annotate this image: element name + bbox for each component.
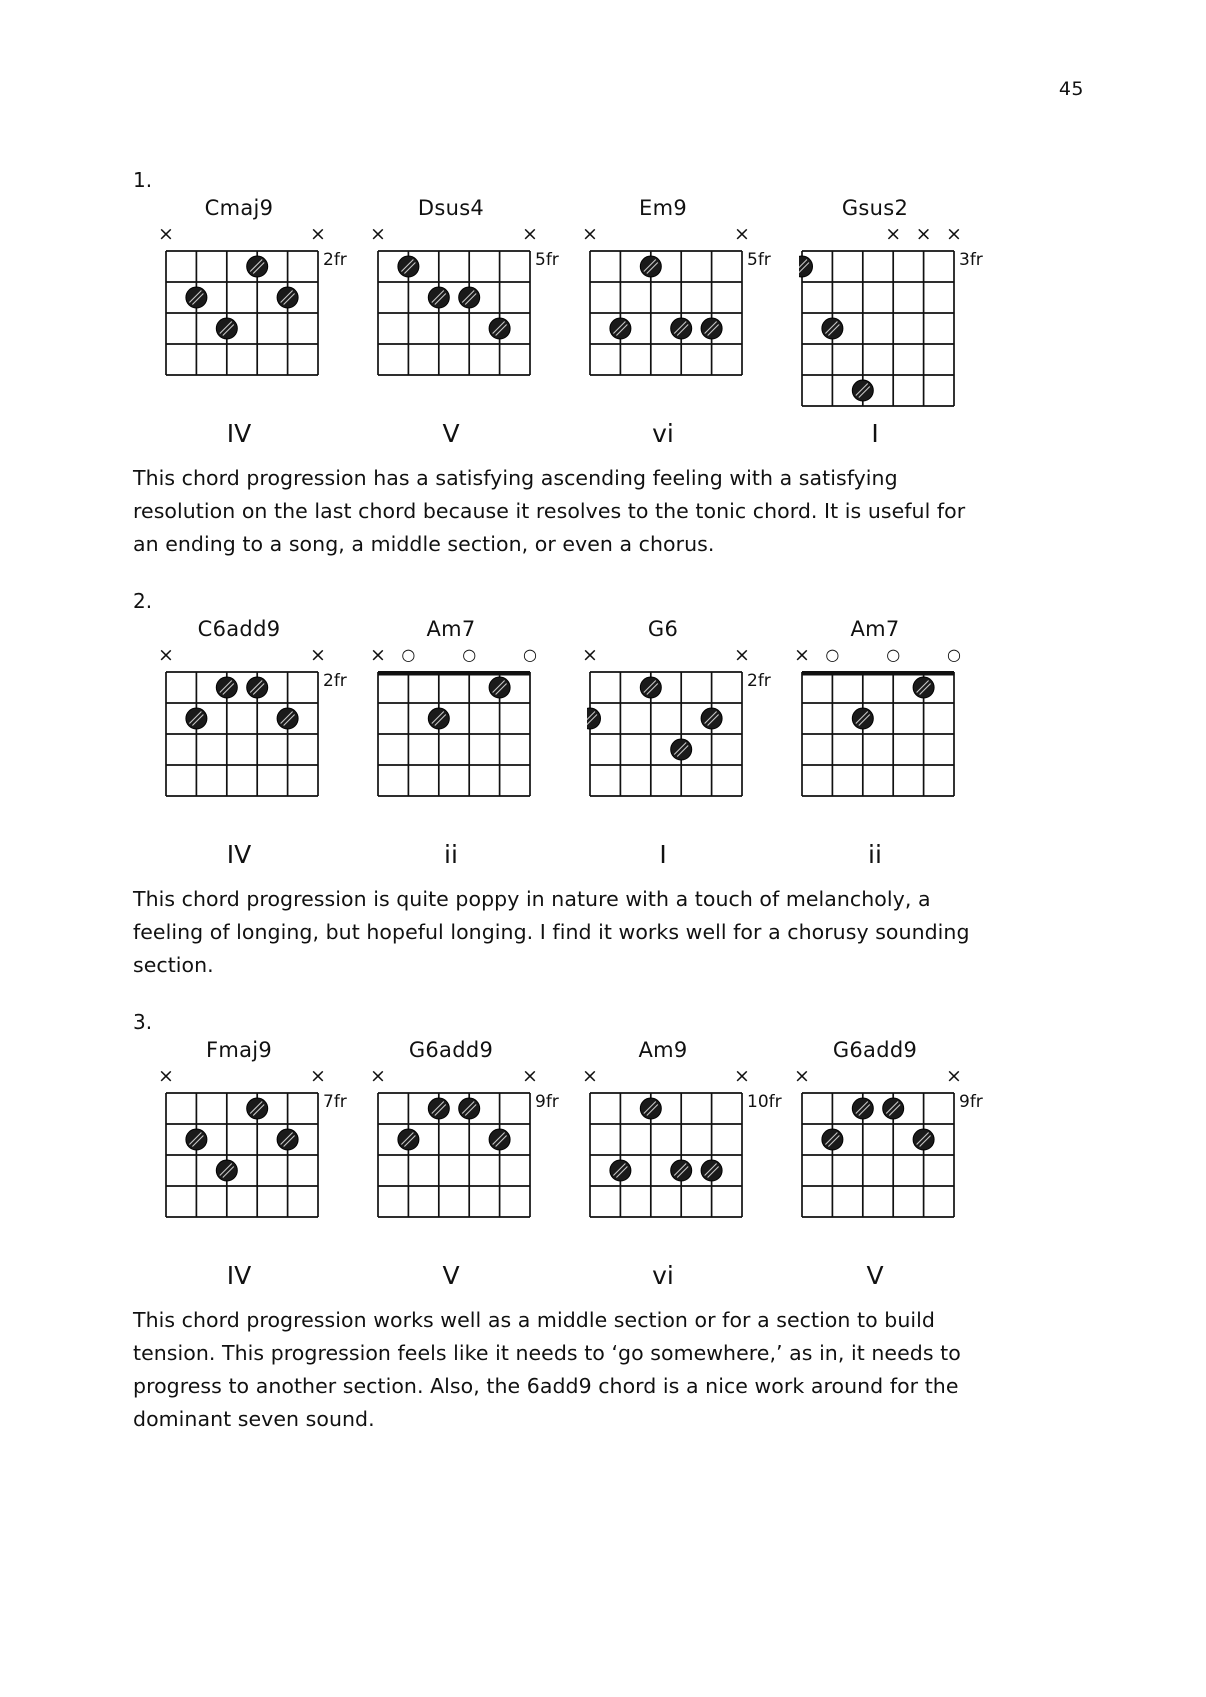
chord-diagram <box>370 223 559 409</box>
chord-diagram-row <box>133 196 983 446</box>
fretboard-grid <box>163 248 315 378</box>
progression-block <box>133 1012 983 1436</box>
muted-string-icon: × <box>310 223 326 245</box>
chord-diagram <box>158 223 347 409</box>
chord-diagram <box>794 644 961 830</box>
muted-string-icon: × <box>158 1065 174 1087</box>
fret-position-label: 2fr <box>323 671 347 691</box>
open-string-icon: ○ <box>947 645 961 664</box>
roman-numeral-label: V <box>866 1261 884 1290</box>
progression-blocks <box>133 170 983 1436</box>
roman-numeral-label: V <box>442 1261 460 1290</box>
chord-name: Fmaj9 <box>205 1038 273 1062</box>
muted-string-icon: × <box>946 223 962 245</box>
roman-numeral-label: I <box>659 840 667 869</box>
chord-name: Gsus2 <box>841 196 909 220</box>
chord-diagram <box>582 223 771 409</box>
muted-string-icon: × <box>158 644 174 666</box>
fretboard-grid <box>375 669 527 799</box>
roman-numeral-label: I <box>871 419 879 448</box>
chord-slot <box>133 196 345 448</box>
open-string-icon: ○ <box>401 645 416 664</box>
progression-index: 2. <box>133 589 153 613</box>
muted-string-icon: × <box>946 1065 962 1087</box>
fretboard-grid <box>163 1090 315 1220</box>
muted-string-icon: × <box>310 644 326 666</box>
fret-position-label: 3fr <box>959 250 983 270</box>
page-number: 45 <box>1058 78 1084 100</box>
muted-string-icon: × <box>310 1065 326 1087</box>
chord-slot <box>769 1038 981 1290</box>
open-string-icon: ○ <box>523 645 537 664</box>
fretboard-grid <box>799 669 951 799</box>
progression-block <box>133 591 983 982</box>
string-markers <box>582 1065 750 1090</box>
open-string-icon: ○ <box>886 645 901 664</box>
fretboard-grid <box>799 248 951 409</box>
fret-position-label: 5fr <box>747 250 771 270</box>
roman-numeral-label: IV <box>226 1261 252 1290</box>
chord-name: Cmaj9 <box>204 196 274 220</box>
muted-string-icon: × <box>158 223 174 245</box>
muted-string-icon: × <box>734 223 750 245</box>
fretboard-grid <box>587 1090 739 1220</box>
muted-string-icon: × <box>370 1065 386 1087</box>
chord-slot <box>557 1038 782 1290</box>
chord-name: Am7 <box>850 617 900 641</box>
muted-string-icon: × <box>734 644 750 666</box>
fret-position-label: 2fr <box>323 250 347 270</box>
chord-slot <box>557 617 769 869</box>
progression-index: 1. <box>133 168 153 192</box>
muted-string-icon: × <box>794 644 810 666</box>
chord-name: Am7 <box>426 617 476 641</box>
roman-numeral-label: IV <box>226 840 252 869</box>
roman-numeral-label: ii <box>868 840 882 869</box>
string-markers <box>370 644 537 669</box>
chord-slot <box>133 1038 345 1290</box>
fretboard-grid <box>587 669 739 799</box>
chord-diagram <box>158 1065 347 1251</box>
string-markers <box>582 644 750 669</box>
chord-diagram-row <box>133 1038 983 1288</box>
muted-string-icon: × <box>370 644 386 666</box>
muted-string-icon: × <box>582 1065 598 1087</box>
fret-position-label: 10fr <box>747 1092 782 1112</box>
progression-index: 3. <box>133 1010 153 1034</box>
chord-diagram <box>799 223 983 409</box>
progression-description: This chord progression has a satisfying ascending feeling with a satisfying resolution on the last chord because it resolves to the tonic chord. It is useful for an ending to a song, a middle section, or even a chorus. <box>133 466 966 556</box>
chord-diagram <box>158 644 347 830</box>
chord-slot <box>133 617 345 869</box>
chord-slot <box>769 196 981 448</box>
chord-name: C6add9 <box>197 617 281 641</box>
fretboard-grid <box>587 248 739 378</box>
open-string-icon: ○ <box>462 645 477 664</box>
chord-slot <box>557 196 769 448</box>
fret-position-label: 2fr <box>747 671 771 691</box>
chord-diagram <box>582 644 771 830</box>
muted-string-icon: × <box>522 223 538 245</box>
string-markers <box>799 223 962 248</box>
chord-name: G6add9 <box>408 1038 494 1062</box>
chord-name: Dsus4 <box>417 196 485 220</box>
chord-slot <box>345 1038 557 1290</box>
fret-position-label: 7fr <box>323 1092 347 1112</box>
open-string-icon: ○ <box>825 645 840 664</box>
string-markers <box>158 223 326 248</box>
muted-string-icon: × <box>885 223 902 245</box>
chord-slot <box>345 196 557 448</box>
string-markers <box>370 1065 538 1090</box>
page-content <box>133 170 983 1466</box>
chord-name: Am9 <box>638 1038 688 1062</box>
muted-string-icon: × <box>370 223 386 245</box>
muted-string-icon: × <box>582 223 598 245</box>
roman-numeral-label: V <box>442 419 460 448</box>
fretboard-grid <box>375 248 527 378</box>
chord-name: G6 <box>647 617 679 641</box>
chord-slot <box>345 617 557 869</box>
chord-diagram <box>370 644 537 830</box>
chord-diagram-row <box>133 617 983 867</box>
fretboard-grid <box>163 669 315 799</box>
progression-description: This chord progression works well as a middle section or for a section to build tension. This progression feels like it needs to ‘go somewhere,’ as in, it needs to progress to another section. Also, the 6add9 chord is a nice work around for the dominant seven sound. <box>133 1308 961 1431</box>
string-markers <box>794 644 961 669</box>
muted-string-icon: × <box>582 644 598 666</box>
fret-position-label: 5fr <box>535 250 559 270</box>
chord-diagram <box>370 1065 559 1251</box>
fretboard-grid <box>799 1090 951 1220</box>
fretboard-grid <box>375 1090 527 1220</box>
chord-name: G6add9 <box>832 1038 918 1062</box>
string-markers <box>794 1065 962 1090</box>
string-markers <box>370 223 538 248</box>
muted-string-icon: × <box>522 1065 538 1087</box>
chord-name: Em9 <box>639 196 687 220</box>
string-markers <box>158 644 326 669</box>
chord-diagram <box>582 1065 782 1251</box>
chord-diagram <box>794 1065 983 1251</box>
muted-string-icon: × <box>915 223 932 245</box>
roman-numeral-label: IV <box>226 419 252 448</box>
roman-numeral-label: vi <box>652 1261 674 1290</box>
muted-string-icon: × <box>734 1065 750 1087</box>
fret-position-label: 9fr <box>959 1092 983 1112</box>
fret-position-label: 9fr <box>535 1092 559 1112</box>
string-markers <box>582 223 750 248</box>
muted-string-icon: × <box>794 1065 810 1087</box>
chord-slot <box>769 617 981 869</box>
string-markers <box>158 1065 326 1090</box>
progression-description: This chord progression is quite poppy in nature with a touch of melancholy, a feeling of longing, but hopeful longing. I find it works well for a chorusy sounding section. <box>133 887 970 977</box>
roman-numeral-label: vi <box>652 419 674 448</box>
progression-block <box>133 170 983 561</box>
roman-numeral-label: ii <box>444 840 458 869</box>
